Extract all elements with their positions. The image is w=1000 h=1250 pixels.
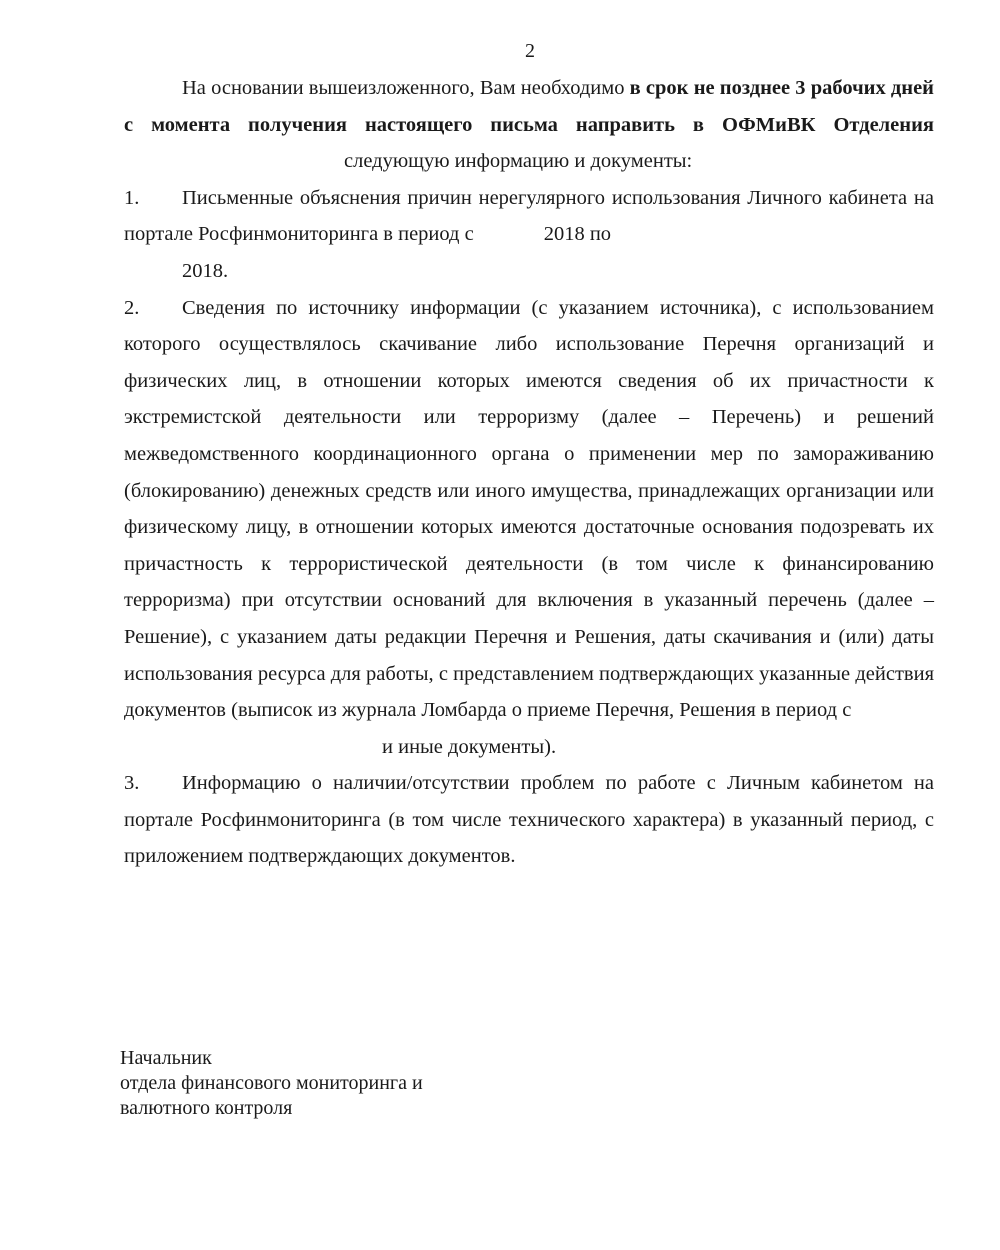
list-item-text: Сведения по источнику информации (с указанием источника), с использованием которого осуществлялось скачивание либо использование Перечня организаций и физических лиц, в отношении которых имеются сведения об их причастности к экстремистской деятельности или терроризму (далее – Перечень) и решений межведомственного координационного органа о применении мер по замораживанию (блокированию) денежных средств или иного имущества, принадлежащих организации или физическому лицу, в отношении которых имеются достаточные основания подозревать их причастность к террористической деятельности (в том числе к финансированию терроризма) при отсутствии оснований для включения в указанный перечень (далее – Решение), с указанием даты редакции Перечня и Решения, даты скачивания и (или) даты использования ресурса для работы, с представлением подтверждающих указанные действия документов (выписок из журнала Ломбарда о приеме Перечня, Решения в период с: [124, 296, 934, 722]
list-item-continuation: и иные документы).: [382, 735, 557, 758]
list-item-year: 2018 по: [543, 223, 612, 246]
intro-text: На основании вышеизложенного, Вам необходимо: [182, 77, 630, 99]
signature-block: [120, 1046, 423, 1121]
letter-body: [124, 70, 934, 875]
list-item-continuation: 2018.: [182, 259, 229, 282]
list-item-number: 1.: [124, 186, 140, 209]
signature-title: Начальник: [120, 1047, 212, 1069]
list-item-2: [124, 290, 934, 766]
list-item-text: Письменные объяснения причин нерегулярного использования Личного кабинета на портале Росфинмониторинга в период с: [124, 186, 934, 246]
intro-deadline-bold: в срок не позднее 3 рабочих дней с момента получения настоящего письма направить в ОФМиВК Отделения: [124, 77, 934, 136]
list-item-number: 2.: [124, 296, 140, 319]
intro-paragraph: [124, 70, 934, 180]
list-item-3: [124, 765, 934, 875]
list-item-text: Информацию о наличии/отсутствии проблем по работе с Личным кабинетом на портале Росфинмониторинга (в том числе технического характера) в указанный период, с приложением подтверждающих документов.: [124, 772, 934, 868]
signature-department-cont: валютного контроля: [120, 1097, 293, 1119]
signature-department: отдела финансового мониторинга и: [120, 1072, 423, 1094]
intro-text-end: следующую информацию и документы:: [344, 150, 693, 173]
list-item-1: [124, 180, 934, 290]
list-item-number: 3.: [124, 772, 140, 795]
page-number: 2: [525, 40, 535, 62]
